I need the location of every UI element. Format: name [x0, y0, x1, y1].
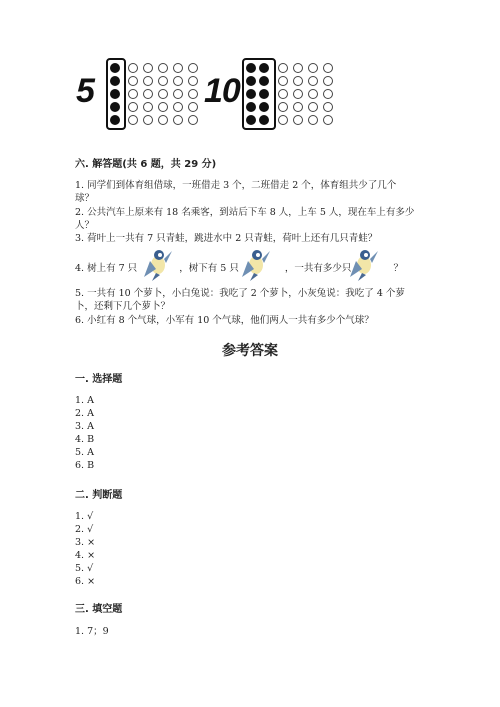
answers-section-1-heading: 一. 选择题: [75, 374, 123, 385]
empty-dot: [143, 115, 153, 125]
answer-item: 3. A: [75, 421, 94, 432]
question-4-part1: 4. 树上有 7 只: [75, 263, 138, 274]
empty-dot: [323, 102, 333, 112]
empty-dot: [128, 115, 138, 125]
empty-dot: [293, 115, 303, 125]
filled-dot: [110, 63, 120, 73]
empty-dot: [173, 115, 183, 125]
question-5-cont: 卜，还剩下几个萝卜？: [75, 301, 171, 312]
empty-dot: [143, 102, 153, 112]
empty-dot: [158, 115, 168, 125]
answer-item: 6. B: [75, 460, 95, 471]
answer-item: 5. √: [75, 563, 94, 574]
empty-dot: [158, 102, 168, 112]
empty-dot: [188, 76, 198, 86]
answer-item: 1. √: [75, 511, 94, 522]
filled-dot: [110, 115, 120, 125]
empty-dot: [293, 63, 303, 73]
empty-dot: [323, 76, 333, 86]
empty-dot: [143, 89, 153, 99]
empty-dot: [278, 89, 288, 99]
ten-frame-figure: [70, 54, 370, 132]
question-4-part2: ，树下有 5 只: [179, 263, 239, 274]
empty-dot: [188, 115, 198, 125]
empty-dot: [308, 115, 318, 125]
answer-item: 4. B: [75, 434, 95, 445]
filled-dot: [259, 63, 269, 73]
answer-item: 2. A: [75, 408, 94, 419]
filled-dot: [110, 89, 120, 99]
empty-dot: [308, 102, 318, 112]
filled-dot: [259, 76, 269, 86]
question-6: 6. 小红有 8 个气球，小军有 10 个气球，他们两人一共有多少个气球？: [75, 315, 374, 326]
empty-dot: [308, 76, 318, 86]
question-4-part4: ？: [393, 263, 403, 274]
answer-item: 3. ×: [75, 537, 96, 548]
bird-icon: [144, 247, 174, 281]
empty-dot: [188, 102, 198, 112]
answer-item: 1. A: [75, 395, 94, 406]
filled-dot: [246, 76, 256, 86]
empty-dot: [293, 76, 303, 86]
empty-dot: [278, 115, 288, 125]
empty-dot: [143, 76, 153, 86]
filled-dot: [259, 89, 269, 99]
empty-dot: [173, 76, 183, 86]
empty-dot: [128, 63, 138, 73]
filled-dot: [259, 102, 269, 112]
filled-dot: [110, 76, 120, 86]
empty-dot: [173, 63, 183, 73]
answer-item: 5. A: [75, 447, 94, 458]
empty-dot: [278, 102, 288, 112]
empty-dot: [173, 102, 183, 112]
answers-section-2-heading: 二. 判断题: [75, 490, 123, 501]
empty-dot: [173, 89, 183, 99]
question-3: 3. 荷叶上一共有 7 只青蛙，跳进水中 2 只青蛙，荷叶上还有几只青蛙？: [75, 233, 378, 244]
empty-dot: [293, 102, 303, 112]
empty-dot: [308, 63, 318, 73]
empty-dot: [308, 89, 318, 99]
answer-item: 4. ×: [75, 550, 96, 561]
empty-dot: [143, 63, 153, 73]
empty-dot: [128, 89, 138, 99]
number-five: 5: [76, 72, 94, 110]
empty-dot: [323, 63, 333, 73]
question-5: 5. 一共有 10 个萝卜，小白兔说：我吃了 2 个萝卜，小灰兔说：我吃了 4 个萝: [75, 288, 405, 299]
number-ten: 10: [204, 72, 240, 110]
answers-title: 参考答案: [222, 343, 278, 359]
filled-dot: [246, 102, 256, 112]
empty-dot: [188, 63, 198, 73]
empty-dot: [158, 63, 168, 73]
empty-dot: [128, 102, 138, 112]
bird-icon: [350, 247, 380, 281]
bird-icon: [242, 247, 272, 281]
answer-item: 1. 7；9: [75, 626, 109, 637]
filled-dot: [246, 115, 256, 125]
filled-dot: [110, 102, 120, 112]
question-1-cont: 球？: [75, 193, 95, 204]
filled-dot: [246, 89, 256, 99]
question-4-part3: ，一共有多少只: [284, 263, 352, 274]
empty-dot: [323, 115, 333, 125]
empty-dot: [293, 89, 303, 99]
empty-dot: [188, 89, 198, 99]
empty-dot: [278, 76, 288, 86]
empty-dot: [158, 76, 168, 86]
question-2-cont: 人？: [75, 220, 95, 231]
question-2: 2. 公共汽车上原来有 18 名乘客，到站后下车 8 人，上车 5 人，现在车上有多少: [75, 207, 415, 218]
answer-item: 2. √: [75, 524, 94, 535]
filled-dot: [246, 63, 256, 73]
section-heading: 六. 解答题(共 6 题，共 29 分): [75, 159, 217, 170]
empty-dot: [323, 89, 333, 99]
filled-dot: [259, 115, 269, 125]
empty-dot: [278, 63, 288, 73]
empty-dot: [128, 76, 138, 86]
answers-section-3-heading: 三. 填空题: [75, 604, 123, 615]
question-1: 1. 同学们到体育组借球，一班借走 3 个，二班借走 2 个，体育组共少了几个: [75, 180, 397, 191]
empty-dot: [158, 89, 168, 99]
answer-item: 6. ×: [75, 576, 96, 587]
